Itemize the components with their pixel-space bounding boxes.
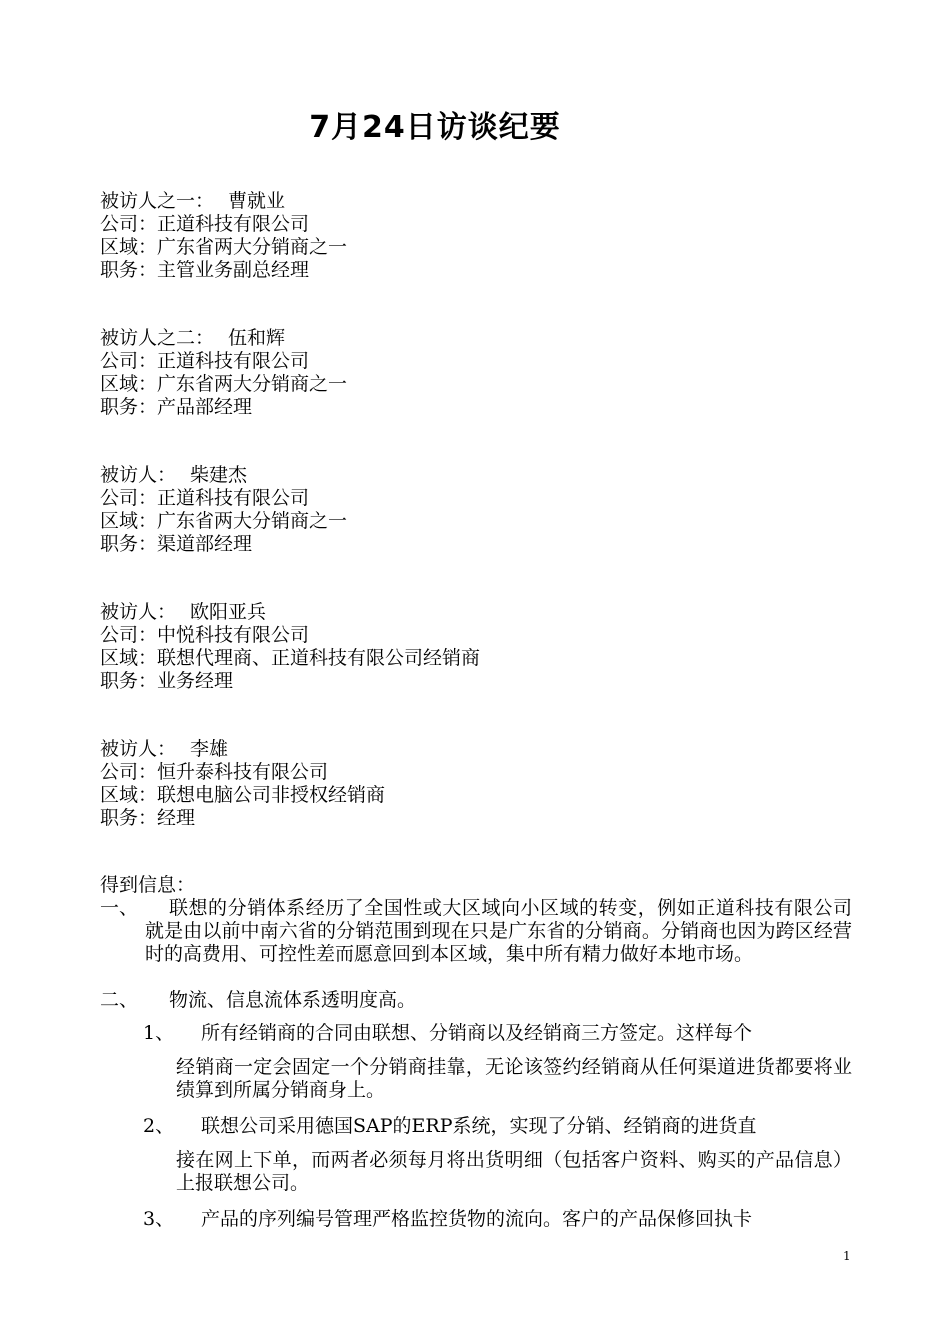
interviewee-block [100,738,385,830]
info-heading: 得到信息： [100,874,196,896]
position-line: 职务：渠道部经理 [100,533,253,555]
interviewee-block [100,327,347,419]
region-line: 区域：联想电脑公司非授权经销商 [100,784,386,806]
sub-list-first-line: 所有经销商的合同由联想、分销商以及经销商三方签定。这样每个 [201,1022,753,1044]
sub-list-item [143,1115,852,1195]
sub-list-item [143,1022,852,1102]
company-line: 公司：恒升泰科技有限公司 [100,761,329,783]
company-line: 公司：正道科技有限公司 [100,487,310,509]
interviewee-line: 被访人： 柴建杰 [100,464,248,486]
list-item [100,989,852,1012]
region-line: 区域：广东省两大分销商之一 [100,510,348,532]
interviewee-block [100,190,347,282]
interviewee-block [100,601,480,693]
interviewee-line: 被访人之一： 曹就业 [100,190,286,212]
position-line: 职务：经理 [100,807,196,829]
position-line: 职务：业务经理 [100,670,234,692]
sub-list-first-line: 产品的序列编号管理严格监控货物的流向。客户的产品保修回执卡 [201,1208,753,1230]
company-line: 公司：正道科技有限公司 [100,213,310,235]
sub-list-first-line: 联想公司采用德国SAP的ERP系统，实现了分销、经销商的进货直 [201,1115,757,1137]
interviewee-line: 被访人： 欧阳亚兵 [100,601,267,623]
interviewee-name: 伍和辉 [228,327,286,349]
list-number: 二、 [100,989,139,1011]
list-item-text: 物流、信息流体系透明度高。 [169,989,417,1011]
list-item [100,897,852,966]
company-line: 公司：正道科技有限公司 [100,350,310,372]
position-line: 职务：产品部经理 [100,396,253,418]
sub-list-number: 2、 [143,1115,175,1137]
interviewee-name: 曹就业 [228,190,286,212]
interviewee-line: 被访人： 李雄 [100,738,229,760]
region-line: 区域：联想代理商、正道科技有限公司经销商 [100,647,481,669]
list-number: 一、 [100,897,139,919]
page-number: 1 [843,1249,851,1263]
company-line: 公司：中悦科技有限公司 [100,624,310,646]
interviewee-name: 李雄 [190,738,229,760]
interviewee-name: 柴建杰 [190,464,248,486]
list-item-text: 联想的分销体系经历了全国性或大区域向小区域的转变，例如正道科技有限公司就是由以前中南六省的分销范围到现在只是广东省的分销商。分销商也因为跨区经营时的高费用、可控性差而愿意回到本区域，集中所有精力做好本地市场。 [145,897,852,965]
interviewee-name: 欧阳亚兵 [190,601,267,623]
sub-list-number: 3、 [143,1208,175,1230]
region-line: 区域：广东省两大分销商之一 [100,236,348,258]
sub-list-number: 1、 [143,1022,175,1044]
page-title: 7月24日访谈纪要 [309,110,561,145]
interviewee-line: 被访人之二： 伍和辉 [100,327,286,349]
region-line: 区域：广东省两大分销商之一 [100,373,348,395]
position-line: 职务：主管业务副总经理 [100,259,310,281]
interviewee-block [100,464,347,556]
sub-list-continuation: 经销商一定会固定一个分销商挂靠，无论该签约经销商从任何渠道进货都要将业绩算到所属分销商身上。 [176,1056,852,1101]
sub-list-item [143,1208,852,1231]
sub-list-continuation: 接在网上下单，而两者必须每月将出货明细（包括客户资料、购买的产品信息）上报联想公司。 [176,1149,852,1194]
